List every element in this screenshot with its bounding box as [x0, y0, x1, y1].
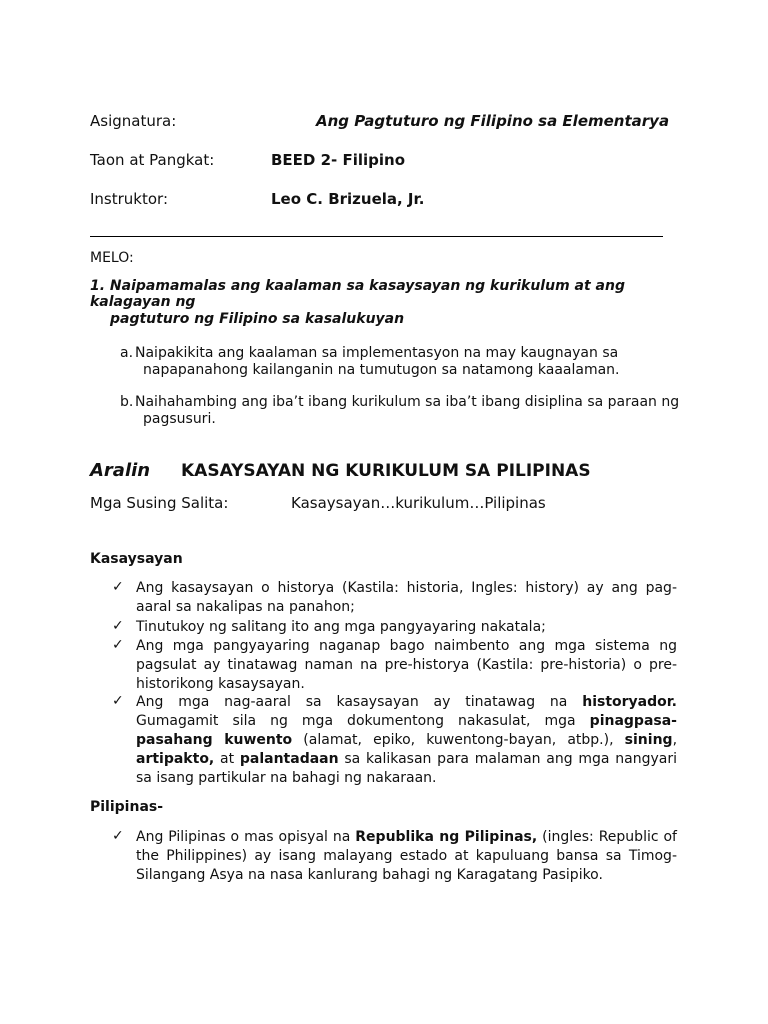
year-section-label: Taon at Pangkat: — [90, 151, 215, 169]
term-palantadaan: palantadaan — [239, 751, 339, 767]
term-republika: Republika ng Pilipinas, — [355, 829, 538, 845]
section-heading-pilipinas: Pilipinas- — [90, 799, 164, 815]
melo-label: MELO: — [90, 250, 134, 266]
pilipinas-text-2: (ingles: Republic of the Philippines) ay isang malayang estado at kapuluang bansa sa Timog-Silangang Asya na nasa kanlurang bahagi ng Karagatang Pasipiko. — [136, 829, 677, 883]
term-sining: sining — [624, 732, 673, 748]
keywords-label: Mga Susing Salita: — [90, 494, 229, 512]
bullet4-text-4: , — [672, 732, 678, 748]
pilipinas-bullet-1 — [136, 828, 677, 885]
pilipinas-text-1: Ang Pilipinas o mas opisyal na — [136, 829, 356, 845]
checkmark-icon: ✓ — [112, 693, 124, 709]
kasaysayan-bullet-4 — [136, 693, 677, 788]
checkmark-icon: ✓ — [112, 579, 124, 595]
kasaysayan-bullet-1: Ang kasaysayan o historya (Kastila: historia, Ingles: history) ay ang pag-aaral sa nakalipas na panahon; — [136, 580, 677, 615]
bullet4-text-3: (alamat, epiko, kuwentong-bayan, atbp.), — [292, 732, 625, 748]
bullet4-text-5: at — [214, 751, 240, 767]
melo-item-a-line2: napapanahong kailanganin na tumutugon sa natamong kaaalaman. — [143, 362, 620, 378]
instructor-value: Leo C. Brizuela, Jr. — [271, 190, 425, 208]
checkmark-icon: ✓ — [112, 618, 124, 634]
term-kuwento: pinagpasa-pasahang kuwento — [136, 713, 677, 748]
instructor-label: Instruktor: — [90, 190, 169, 208]
checkmark-icon: ✓ — [112, 828, 124, 844]
divider-line — [90, 236, 663, 237]
melo-item-b — [120, 394, 680, 428]
term-historyador: historyador. — [582, 694, 677, 710]
melo-objective-line1: 1. Naipamamalas ang kaalaman sa kasaysayan ng kurikulum at ang kalagayan ng — [90, 278, 625, 310]
bullet4-text-6: sa kalikasan para malaman ang mga nangyari sa isang partikular na bahagi ng nakaraan. — [136, 751, 678, 786]
melo-item-a-line1: Naipakikita ang kaalaman sa implementasyon na may kaugnayan sa — [135, 345, 619, 361]
section-heading-kasaysayan: Kasaysayan — [90, 551, 183, 567]
subject-label: Asignatura: — [90, 112, 177, 130]
checkmark-icon: ✓ — [112, 637, 124, 653]
subject-value: Ang Pagtuturo ng Filipino sa Elementarya — [316, 112, 670, 130]
bullet4-text-2: Gumagamit sila ng mga dokumentong nakasulat, mga — [136, 713, 590, 729]
melo-item-b-line2: pagsusuri. — [143, 411, 216, 427]
bullet4-text-1: Ang mga nag-aaral sa kasaysayan ay tinatawag na — [136, 694, 583, 710]
melo-objective-line2: pagtuturo ng Filipino sa kasalukuyan — [110, 311, 405, 327]
year-section-value: BEED 2- Filipino — [271, 151, 406, 169]
term-artipakto: artipakto, — [136, 751, 215, 767]
lesson-title: KASAYSAYAN NG KURIKULUM SA PILIPINAS — [181, 461, 591, 481]
kasaysayan-bullet-3: Ang mga pangyayaring naganap bago naimbento ang mga sistema ng pagsulat ay tinatawag naman na pre-historya (Kastila: pre-historia) o pre-historikong kasaysayan. — [136, 638, 677, 692]
keywords-value: Kasaysayan…kurikulum…Pilipinas — [291, 494, 546, 512]
melo-item-a — [120, 345, 680, 379]
melo-item-b-line1: Naihahambing ang iba’t ibang kurikulum sa iba’t ibang disiplina sa paraan ng — [135, 394, 680, 410]
melo-objective — [90, 278, 630, 327]
melo-item-b-marker: b. — [120, 394, 134, 410]
lesson-label: Aralin — [90, 460, 151, 481]
melo-item-a-marker: a. — [120, 345, 134, 361]
kasaysayan-bullet-2: Tinutukoy ng salitang ito ang mga pangyayaring nakatala; — [136, 619, 546, 635]
